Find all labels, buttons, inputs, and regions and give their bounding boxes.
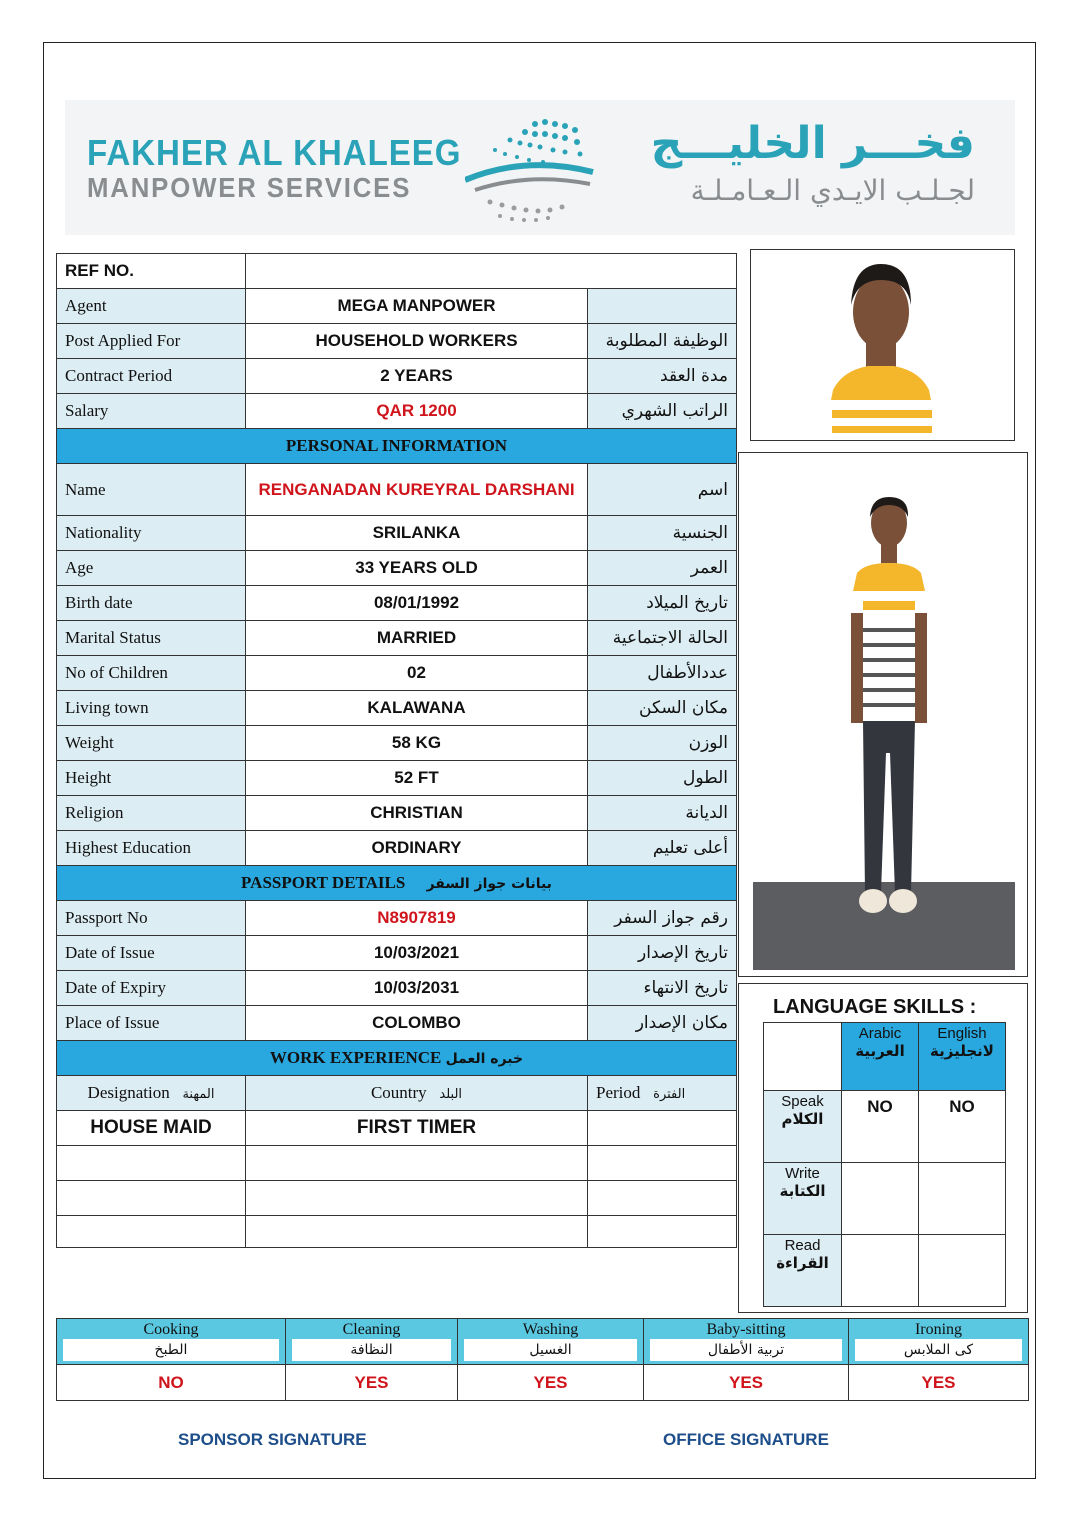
- english-column-arabic: لانجليزية: [930, 1042, 994, 1060]
- write-row: [764, 1163, 1006, 1235]
- marital-arabic-label: الحالة الاجتماعية: [588, 621, 737, 656]
- country-header-label: Country: [370, 1083, 427, 1102]
- contract-label: Contract Period: [57, 359, 246, 394]
- work-skills-table: [56, 1318, 1029, 1401]
- country-header-arabic: البلد: [439, 1087, 463, 1102]
- agent-row: [57, 289, 737, 324]
- issue-place-value: COLOMBO: [246, 1006, 588, 1041]
- nationality-label: Nationality: [57, 516, 246, 551]
- height-value: 52 FT: [246, 761, 588, 796]
- post-value: HOUSEHOLD WORKERS: [246, 324, 588, 359]
- arabic-column-label: Arabic: [858, 1025, 902, 1042]
- applicant-details-table: [56, 253, 737, 1248]
- skill-value-cooking: NO: [57, 1365, 286, 1401]
- birthdate-row: [57, 586, 737, 621]
- passport-no-arabic-label: رقم جواز السفر: [588, 901, 737, 936]
- issue-date-value: 10/03/2021: [246, 936, 588, 971]
- work-section-title: WORK EXPERIENCE: [269, 1048, 442, 1067]
- read-label: Read: [784, 1237, 821, 1254]
- skill-header-cleaning: [286, 1319, 458, 1365]
- salary-value: QAR 1200: [246, 394, 588, 429]
- ref-value: [246, 254, 737, 289]
- salary-arabic-label: الراتب الشهري: [588, 394, 737, 429]
- agent-label: Agent: [57, 289, 246, 324]
- passport-no-row: [57, 901, 737, 936]
- speak-arabic-value: NO: [867, 1097, 893, 1116]
- logo-english-subtitle: MANPOWER SERVICES: [87, 172, 412, 203]
- read-label-arabic: القراءة: [776, 1254, 829, 1272]
- age-label: Age: [57, 551, 246, 586]
- work-country: [246, 1181, 588, 1216]
- expiry-date-value: 10/03/2031: [246, 971, 588, 1006]
- name-arabic-label: اسم: [588, 464, 737, 516]
- skill-label: Ironing: [914, 1321, 963, 1338]
- designation-header-arabic: المهنة: [182, 1087, 215, 1102]
- work-period: [588, 1111, 737, 1146]
- work-designation: [57, 1146, 246, 1181]
- nationality-row: [57, 516, 737, 551]
- religion-arabic-label: الديانة: [588, 796, 737, 831]
- weight-label: Weight: [57, 726, 246, 761]
- religion-row: [57, 796, 737, 831]
- weight-arabic-label: الوزن: [588, 726, 737, 761]
- passport-section-arabic: بيانات جواز السفر: [426, 876, 552, 892]
- nationality-arabic-label: الجنسية: [588, 516, 737, 551]
- speak-label: Speak: [781, 1093, 824, 1110]
- work-country: [246, 1216, 588, 1248]
- language-skills-title: LANGUAGE SKILLS :: [773, 996, 977, 1018]
- age-value: 33 YEARS OLD: [246, 551, 588, 586]
- work-header-row: [57, 1076, 737, 1111]
- skill-value-cleaning: YES: [286, 1365, 458, 1401]
- period-header: [588, 1076, 737, 1111]
- skill-header-ironing: [849, 1319, 1029, 1365]
- personal-section-title: PERSONAL INFORMATION: [57, 429, 737, 464]
- english-column-header: [919, 1023, 1006, 1091]
- logo-arabic-subtitle: لجـلـب الايـدي الـعـامـلـة: [690, 174, 975, 207]
- work-country: FIRST TIMER: [246, 1111, 588, 1146]
- work-designation: [57, 1216, 246, 1248]
- read-english-cell: [919, 1235, 1006, 1307]
- skill-header-washing: [458, 1319, 644, 1365]
- children-label: No of Children: [57, 656, 246, 691]
- ref-row: [57, 254, 737, 289]
- work-period: [588, 1216, 737, 1248]
- speak-row: [764, 1091, 1006, 1163]
- full-body-person-icon: [739, 453, 1027, 976]
- language-skills-panel: [738, 983, 1028, 1313]
- skill-value-babysitting: YES: [644, 1365, 849, 1401]
- age-arabic-label: العمر: [588, 551, 737, 586]
- work-designation: [57, 1181, 246, 1216]
- post-row: [57, 324, 737, 359]
- skills-value-row: [57, 1365, 1029, 1401]
- height-label: Height: [57, 761, 246, 796]
- full-body-photo: [738, 452, 1028, 977]
- work-designation: HOUSE MAID: [57, 1111, 246, 1146]
- salary-row: [57, 394, 737, 429]
- height-row: [57, 761, 737, 796]
- marital-label: Marital Status: [57, 621, 246, 656]
- issue-date-label: Date of Issue: [57, 936, 246, 971]
- country-header: [246, 1076, 588, 1111]
- ref-label: REF NO.: [57, 254, 246, 289]
- speak-arabic-cell: [842, 1091, 919, 1163]
- skill-label-arabic: الغسيل: [464, 1339, 637, 1361]
- arabic-column-header: [842, 1023, 919, 1091]
- language-corner-cell: [764, 1023, 842, 1091]
- contract-row: [57, 359, 737, 394]
- name-value: RENGANADAN KUREYRAL DARSHANI: [246, 464, 588, 516]
- skill-label-arabic: النظافة: [292, 1339, 451, 1361]
- skills-header-row: [57, 1319, 1029, 1365]
- post-label: Post Applied For: [57, 324, 246, 359]
- marital-value: MARRIED: [246, 621, 588, 656]
- name-label: Name: [57, 464, 246, 516]
- work-row: [57, 1111, 737, 1146]
- education-arabic-label: أعلى تعليم: [588, 831, 737, 866]
- education-value: ORDINARY: [246, 831, 588, 866]
- speak-english-cell: [919, 1091, 1006, 1163]
- skill-header-babysitting: [644, 1319, 849, 1365]
- skill-label-arabic: الطبخ: [63, 1339, 279, 1361]
- logo-wave-icon: [465, 110, 595, 225]
- age-row: [57, 551, 737, 586]
- speak-label-arabic: الكلام: [781, 1110, 824, 1128]
- passport-section-header: [57, 866, 737, 901]
- sponsor-signature-label: SPONSOR SIGNATURE: [178, 1430, 367, 1449]
- name-row: [57, 464, 737, 516]
- personal-section-header: [57, 429, 737, 464]
- portrait-person-icon: [751, 250, 1014, 440]
- passport-section-title: PASSPORT DETAILS: [241, 873, 406, 892]
- work-section-arabic: خبره العمل: [445, 1051, 524, 1067]
- birthdate-arabic-label: تاريخ الميلاد: [588, 586, 737, 621]
- designation-header-label: Designation: [87, 1083, 170, 1102]
- english-column-label: English: [937, 1025, 987, 1042]
- post-arabic-label: الوظيفة المطلوبة: [588, 324, 737, 359]
- work-row: [57, 1146, 737, 1181]
- work-row: [57, 1216, 737, 1248]
- expiry-date-row: [57, 971, 737, 1006]
- height-arabic-label: الطول: [588, 761, 737, 796]
- town-row: [57, 691, 737, 726]
- work-section: [57, 1041, 737, 1076]
- passport-section: [57, 866, 737, 901]
- office-signature-label: OFFICE SIGNATURE: [663, 1430, 829, 1449]
- write-label: Write: [785, 1165, 820, 1182]
- contract-arabic-label: مدة العقد: [588, 359, 737, 394]
- nationality-value: SRILANKA: [246, 516, 588, 551]
- marital-row: [57, 621, 737, 656]
- logo-arabic-title: فخـــر الخليـــج: [650, 118, 975, 169]
- skill-label-arabic: تربية الأطفال: [650, 1339, 842, 1361]
- expiry-date-arabic-label: تاريخ الانتهاء: [588, 971, 737, 1006]
- designation-header: [57, 1076, 246, 1111]
- passport-no-label: Passport No: [57, 901, 246, 936]
- agent-value: MEGA MANPOWER: [246, 289, 588, 324]
- portrait-photo: [750, 249, 1015, 441]
- write-english-cell: [919, 1163, 1006, 1235]
- contract-value: 2 YEARS: [246, 359, 588, 394]
- logo-english-title: FAKHER AL KHALEEG: [87, 132, 462, 173]
- company-logo-banner: [65, 100, 1015, 235]
- weight-row: [57, 726, 737, 761]
- religion-label: Religion: [57, 796, 246, 831]
- issue-place-row: [57, 1006, 737, 1041]
- arabic-column-arabic: العربية: [855, 1042, 905, 1060]
- skill-label: Cooking: [143, 1321, 199, 1338]
- salary-label: Salary: [57, 394, 246, 429]
- education-row: [57, 831, 737, 866]
- write-label-cell: [764, 1163, 842, 1235]
- speak-label-cell: [764, 1091, 842, 1163]
- children-value: 02: [246, 656, 588, 691]
- work-period: [588, 1181, 737, 1216]
- skill-value-washing: YES: [458, 1365, 644, 1401]
- work-row: [57, 1181, 737, 1216]
- period-header-arabic: الفترة: [653, 1087, 686, 1102]
- birthdate-value: 08/01/1992: [246, 586, 588, 621]
- read-label-cell: [764, 1235, 842, 1307]
- town-value: KALAWANA: [246, 691, 588, 726]
- speak-english-value: NO: [949, 1097, 975, 1116]
- read-arabic-cell: [842, 1235, 919, 1307]
- issue-date-arabic-label: تاريخ الإصدار: [588, 936, 737, 971]
- weight-value: 58 KG: [246, 726, 588, 761]
- town-label: Living town: [57, 691, 246, 726]
- religion-value: CHRISTIAN: [246, 796, 588, 831]
- issue-place-arabic-label: مكان الإصدار: [588, 1006, 737, 1041]
- town-arabic-label: مكان السكن: [588, 691, 737, 726]
- passport-no-value: N8907819: [246, 901, 588, 936]
- skill-label: Washing: [522, 1321, 579, 1338]
- skill-header-cooking: [57, 1319, 286, 1365]
- issue-place-label: Place of Issue: [57, 1006, 246, 1041]
- write-label-arabic: الكتابة: [779, 1182, 826, 1200]
- work-country: [246, 1146, 588, 1181]
- agent-arabic-empty: [588, 289, 737, 324]
- language-header-row: [764, 1023, 1006, 1091]
- expiry-date-label: Date of Expiry: [57, 971, 246, 1006]
- skill-value-ironing: YES: [849, 1365, 1029, 1401]
- children-row: [57, 656, 737, 691]
- skill-label: Cleaning: [342, 1321, 401, 1338]
- work-period: [588, 1146, 737, 1181]
- period-header-label: Period: [596, 1083, 641, 1102]
- skill-label: Baby-sitting: [706, 1321, 786, 1338]
- children-arabic-label: عددالأطفال: [588, 656, 737, 691]
- write-arabic-cell: [842, 1163, 919, 1235]
- read-row: [764, 1235, 1006, 1307]
- skill-label-arabic: كى الملابس: [855, 1339, 1022, 1361]
- language-skills-table: [763, 1022, 1006, 1307]
- education-label: Highest Education: [57, 831, 246, 866]
- issue-date-row: [57, 936, 737, 971]
- work-section-header: [57, 1041, 737, 1076]
- birthdate-label: Birth date: [57, 586, 246, 621]
